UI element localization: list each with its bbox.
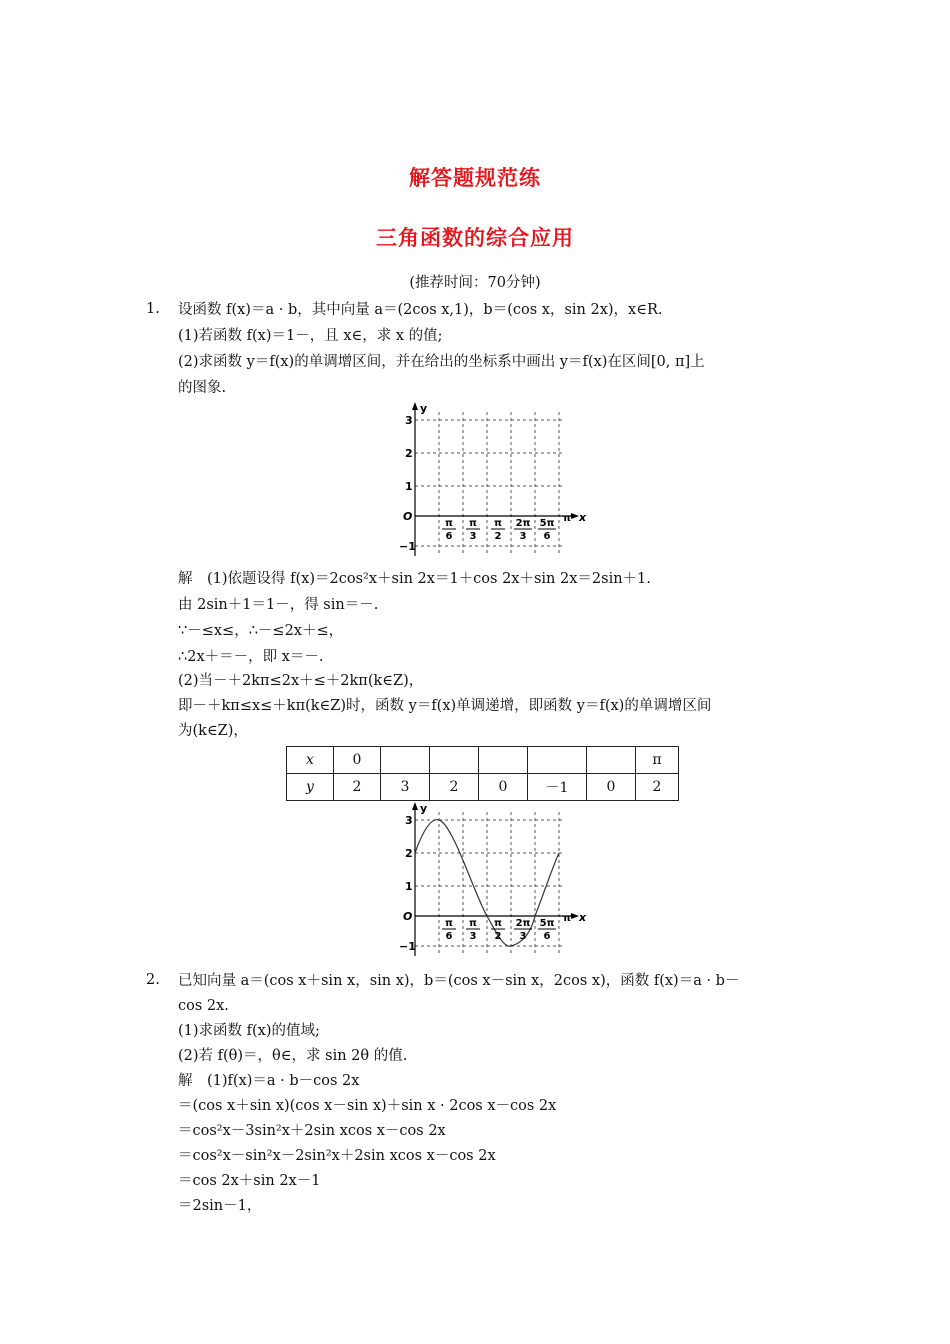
table-cell: 0 bbox=[479, 774, 528, 801]
table-cell: 2 bbox=[636, 774, 679, 801]
question-2-number: 2. bbox=[146, 972, 160, 988]
y-tick-label: −1 bbox=[399, 540, 416, 553]
question-1-line: (1)若函数 f(x)＝1－，且 x∈，求 x 的值; bbox=[178, 328, 443, 344]
solution-1-line: 解 (1)依题设得 f(x)＝2cos²x＋sin 2x＝1＋cos 2x＋sin 2x＝2sin＋1. bbox=[178, 571, 651, 587]
table-cell: －1 bbox=[528, 774, 587, 801]
solution-2-line: ＝cos²x－sin²x－2sin²x＋2sin xcos x－cos 2x bbox=[178, 1148, 496, 1164]
x-axis-label: x bbox=[579, 511, 587, 524]
table-cell bbox=[528, 747, 587, 774]
x-tick-numerator: π bbox=[494, 918, 502, 929]
table-cell bbox=[381, 747, 430, 774]
origin-label: O bbox=[403, 910, 413, 923]
x-tick-numerator: π bbox=[469, 918, 477, 929]
y-tick-label: 1 bbox=[405, 480, 413, 493]
table-cell: 2 bbox=[334, 774, 381, 801]
x-tick-denominator: 3 bbox=[469, 531, 477, 542]
y-tick-label: −1 bbox=[399, 940, 416, 953]
question-1-line: (2)求函数 y＝f(x)的单调增区间，并在给出的坐标系中画出 y＝f(x)在区间[0, π]上 bbox=[178, 354, 705, 370]
table-cell bbox=[430, 747, 479, 774]
solution-2-line: ＝cos²x－3sin²x＋2sin xcos x－cos 2x bbox=[178, 1123, 446, 1139]
solution-1-line: 为(k∈Z)， bbox=[178, 723, 248, 739]
question-2-line: (2)若 f(θ)＝，θ∈，求 sin 2θ 的值. bbox=[178, 1048, 408, 1064]
value-table bbox=[286, 746, 679, 801]
y-tick-label: 2 bbox=[405, 447, 413, 460]
question-2-line: cos 2x. bbox=[178, 998, 229, 1014]
question-1-line: 的图象. bbox=[178, 380, 227, 396]
question-1-line: 设函数 f(x)＝a · b，其中向量 a＝(2cos x,1)，b＝(cos x，sin 2x)，x∈R. bbox=[178, 302, 663, 318]
solution-1-line: 即－＋kπ≤x≤＋kπ(k∈Z)时，函数 y＝f(x)单调递增，即函数 y＝f(x)的单调增区间 bbox=[178, 698, 712, 714]
function-graph bbox=[395, 800, 590, 960]
x-tick-numerator: 5π bbox=[539, 518, 555, 529]
y-axis-label: y bbox=[420, 802, 428, 815]
document-title: 解答题规范练 bbox=[409, 166, 541, 190]
x-tick-denominator: 3 bbox=[519, 931, 527, 942]
x-tick-numerator: π bbox=[494, 518, 502, 529]
y-tick-label: 1 bbox=[405, 880, 413, 893]
origin-label: O bbox=[403, 510, 413, 523]
table-cell: 2 bbox=[430, 774, 479, 801]
solution-1-line: 由 2sin＋1＝1－，得 sin＝－. bbox=[178, 597, 379, 613]
x-tick-denominator: 3 bbox=[469, 931, 477, 942]
table-cell: x bbox=[287, 747, 334, 774]
solution-1-line: (2)当－＋2kπ≤2x＋≤＋2kπ(k∈Z)， bbox=[178, 673, 424, 689]
pi-label: π bbox=[563, 513, 571, 524]
solution-2-line: ＝cos 2x＋sin 2x－1 bbox=[178, 1173, 321, 1189]
solution-1-line: ∴2x＋＝－，即 x＝－. bbox=[178, 649, 324, 665]
x-tick-numerator: π bbox=[469, 518, 477, 529]
x-tick-denominator: 3 bbox=[519, 531, 527, 542]
solution-2-line: ＝(cos x＋sin x)(cos x－sin x)＋sin x · 2cos x－cos 2x bbox=[178, 1098, 557, 1114]
question-2-line: 已知向量 a＝(cos x＋sin x，sin x)，b＝(cos x－sin x，2cos x)，函数 f(x)＝a · b－ bbox=[178, 973, 740, 989]
table-row bbox=[287, 774, 679, 801]
y-axis-label: y bbox=[420, 402, 428, 415]
pi-label: π bbox=[563, 913, 571, 924]
section-title: 三角函数的综合应用 bbox=[376, 226, 574, 250]
table-cell bbox=[587, 747, 636, 774]
table-cell: y bbox=[287, 774, 334, 801]
x-tick-numerator: 2π bbox=[515, 518, 531, 529]
x-tick-denominator: 6 bbox=[445, 931, 453, 942]
y-tick-label: 2 bbox=[405, 847, 413, 860]
y-tick-label: 3 bbox=[405, 414, 413, 427]
empty-coordinate-grid bbox=[395, 400, 590, 560]
time-note: (推荐时间：70分钟) bbox=[409, 275, 541, 291]
x-tick-denominator: 2 bbox=[494, 531, 502, 542]
x-tick-denominator: 2 bbox=[494, 931, 502, 942]
x-tick-denominator: 6 bbox=[543, 931, 551, 942]
question-2-line: (1)求函数 f(x)的值域; bbox=[178, 1023, 320, 1039]
solution-2-line: 解 (1)f(x)＝a · b－cos 2x bbox=[178, 1073, 360, 1089]
solution-2-line: ＝2sin－1， bbox=[178, 1198, 262, 1214]
x-tick-numerator: 2π bbox=[515, 918, 531, 929]
table-cell: 0 bbox=[587, 774, 636, 801]
table-cell: 3 bbox=[381, 774, 430, 801]
x-tick-denominator: 6 bbox=[445, 531, 453, 542]
question-1-number: 1. bbox=[146, 301, 160, 317]
table-row bbox=[287, 747, 679, 774]
y-tick-label: 3 bbox=[405, 814, 413, 827]
solution-1-line: ∵－≤x≤，∴－≤2x＋≤， bbox=[178, 623, 344, 639]
x-tick-numerator: π bbox=[445, 918, 453, 929]
x-tick-numerator: 5π bbox=[539, 918, 555, 929]
table-cell: π bbox=[636, 747, 679, 774]
x-axis-label: x bbox=[579, 911, 587, 924]
table-cell: 0 bbox=[334, 747, 381, 774]
table-cell bbox=[479, 747, 528, 774]
x-tick-numerator: π bbox=[445, 518, 453, 529]
x-tick-denominator: 6 bbox=[543, 531, 551, 542]
